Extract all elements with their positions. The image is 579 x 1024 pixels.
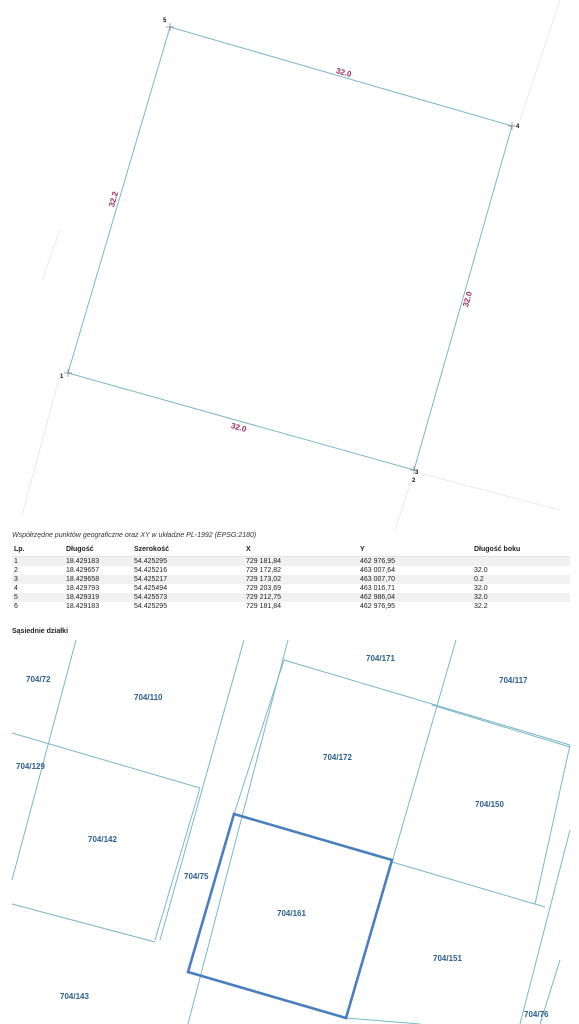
parcel-label-704-129[interactable]: 704/129 <box>16 762 45 771</box>
coordinates-section <box>0 530 579 622</box>
parcel-label-704-143[interactable]: 704/143 <box>60 992 89 1001</box>
background-line <box>520 0 560 120</box>
table-cell: 18.429183 <box>64 557 132 567</box>
column-header: Y <box>358 542 472 557</box>
table-cell: 18.429658 <box>64 575 132 584</box>
parcel-label-704-142[interactable]: 704/142 <box>88 835 117 844</box>
table-cell: 463 016,71 <box>358 584 472 593</box>
point-label-4: 4 <box>516 124 520 130</box>
table-cell: 6 <box>12 602 64 611</box>
edge-length-right: 32.0 <box>461 290 475 309</box>
table-cell <box>472 557 570 567</box>
parcel-boundary <box>68 27 512 470</box>
point-label-1: 1 <box>60 374 64 380</box>
column-header: Długość boku <box>472 542 570 557</box>
table-cell: 3 <box>12 575 64 584</box>
vertex-marker-1 <box>64 369 72 377</box>
neighbors-map <box>0 638 579 1024</box>
table-cell: 729 181,84 <box>244 602 358 611</box>
edge-length-left: 32.2 <box>107 190 121 209</box>
parcel-label-704-171[interactable]: 704/171 <box>366 654 395 663</box>
table-cell: 32.0 <box>472 584 570 593</box>
point-label-2: 2 <box>412 478 416 484</box>
parcel-label-704-150[interactable]: 704/150 <box>475 800 504 809</box>
table-cell: 54.425295 <box>132 602 244 611</box>
edge-length-top: 32.0 <box>334 66 353 80</box>
table-row <box>12 584 570 593</box>
parcel-label-704-110[interactable]: 704/110 <box>134 693 163 702</box>
table-row <box>12 575 570 584</box>
table-cell: 462 976,95 <box>358 602 472 611</box>
table-cell: 463 007,70 <box>358 575 472 584</box>
table-row <box>12 557 570 567</box>
neighbor-parcel-lines <box>12 640 570 1024</box>
table-cell: 5 <box>12 593 64 602</box>
table-cell: 463 007,64 <box>358 566 472 575</box>
table-cell: 729 172,82 <box>244 566 358 575</box>
background-line <box>42 230 60 280</box>
parcel-label-704-75[interactable]: 704/75 <box>184 872 209 881</box>
table-cell: 729 181,84 <box>244 557 358 567</box>
table-cell: 32.0 <box>472 566 570 575</box>
vertex-marker-4 <box>508 122 516 130</box>
background-line <box>395 478 412 530</box>
table-cell: 729 203,69 <box>244 584 358 593</box>
background-line <box>415 472 560 510</box>
parcel-label-704-161[interactable]: 704/161 <box>277 909 306 918</box>
parcel-label-704-117[interactable]: 704/117 <box>499 676 528 685</box>
table-cell: 54.425217 <box>132 575 244 584</box>
column-header: Szerokość <box>132 542 244 557</box>
table-cell: 54.425494 <box>132 584 244 593</box>
neighbors-title: Sąsiednie działki <box>12 628 69 635</box>
table-cell: 0.2 <box>472 575 570 584</box>
point-label-3: 3 <box>415 470 419 476</box>
coordinates-table <box>12 542 570 611</box>
parcel-label-704-76[interactable]: 704/76 <box>524 1010 549 1019</box>
table-row <box>12 593 570 602</box>
edge-length-bottom: 32.0 <box>229 421 248 435</box>
table-cell: 18.429793 <box>64 584 132 593</box>
table-cell: 4 <box>12 584 64 593</box>
point-label-5: 5 <box>163 18 167 24</box>
table-row <box>12 602 570 611</box>
table-cell: 32.2 <box>472 602 570 611</box>
table-cell: 32.0 <box>472 593 570 602</box>
column-header: X <box>244 542 358 557</box>
table-cell: 1 <box>12 557 64 567</box>
table-cell: 462 976,95 <box>358 557 472 567</box>
column-header: Lp. <box>12 542 64 557</box>
table-row <box>12 566 570 575</box>
table-cell: 18.429319 <box>64 593 132 602</box>
vertex-marker-5 <box>166 23 174 31</box>
parcel-label-704-72[interactable]: 704/72 <box>26 675 51 684</box>
table-cell: 2 <box>12 566 64 575</box>
table-cell: 18.429183 <box>64 602 132 611</box>
coordinates-caption: Współrzędne punktów geograficzne oraz XY w układzie PL-1992 (EPSG:2180) <box>12 532 257 539</box>
table-cell: 54.425295 <box>132 557 244 567</box>
table-cell: 54.425573 <box>132 593 244 602</box>
table-cell: 729 173,02 <box>244 575 358 584</box>
parcel-label-704-151[interactable]: 704/151 <box>433 954 462 963</box>
table-cell: 18.429657 <box>64 566 132 575</box>
table-header-row <box>12 542 570 557</box>
table-cell: 54.425216 <box>132 566 244 575</box>
table-cell: 729 212,75 <box>244 593 358 602</box>
column-header: Długość <box>64 542 132 557</box>
table-cell: 462 986,04 <box>358 593 472 602</box>
background-line <box>22 375 60 515</box>
parcel-label-704-172[interactable]: 704/172 <box>323 753 352 762</box>
